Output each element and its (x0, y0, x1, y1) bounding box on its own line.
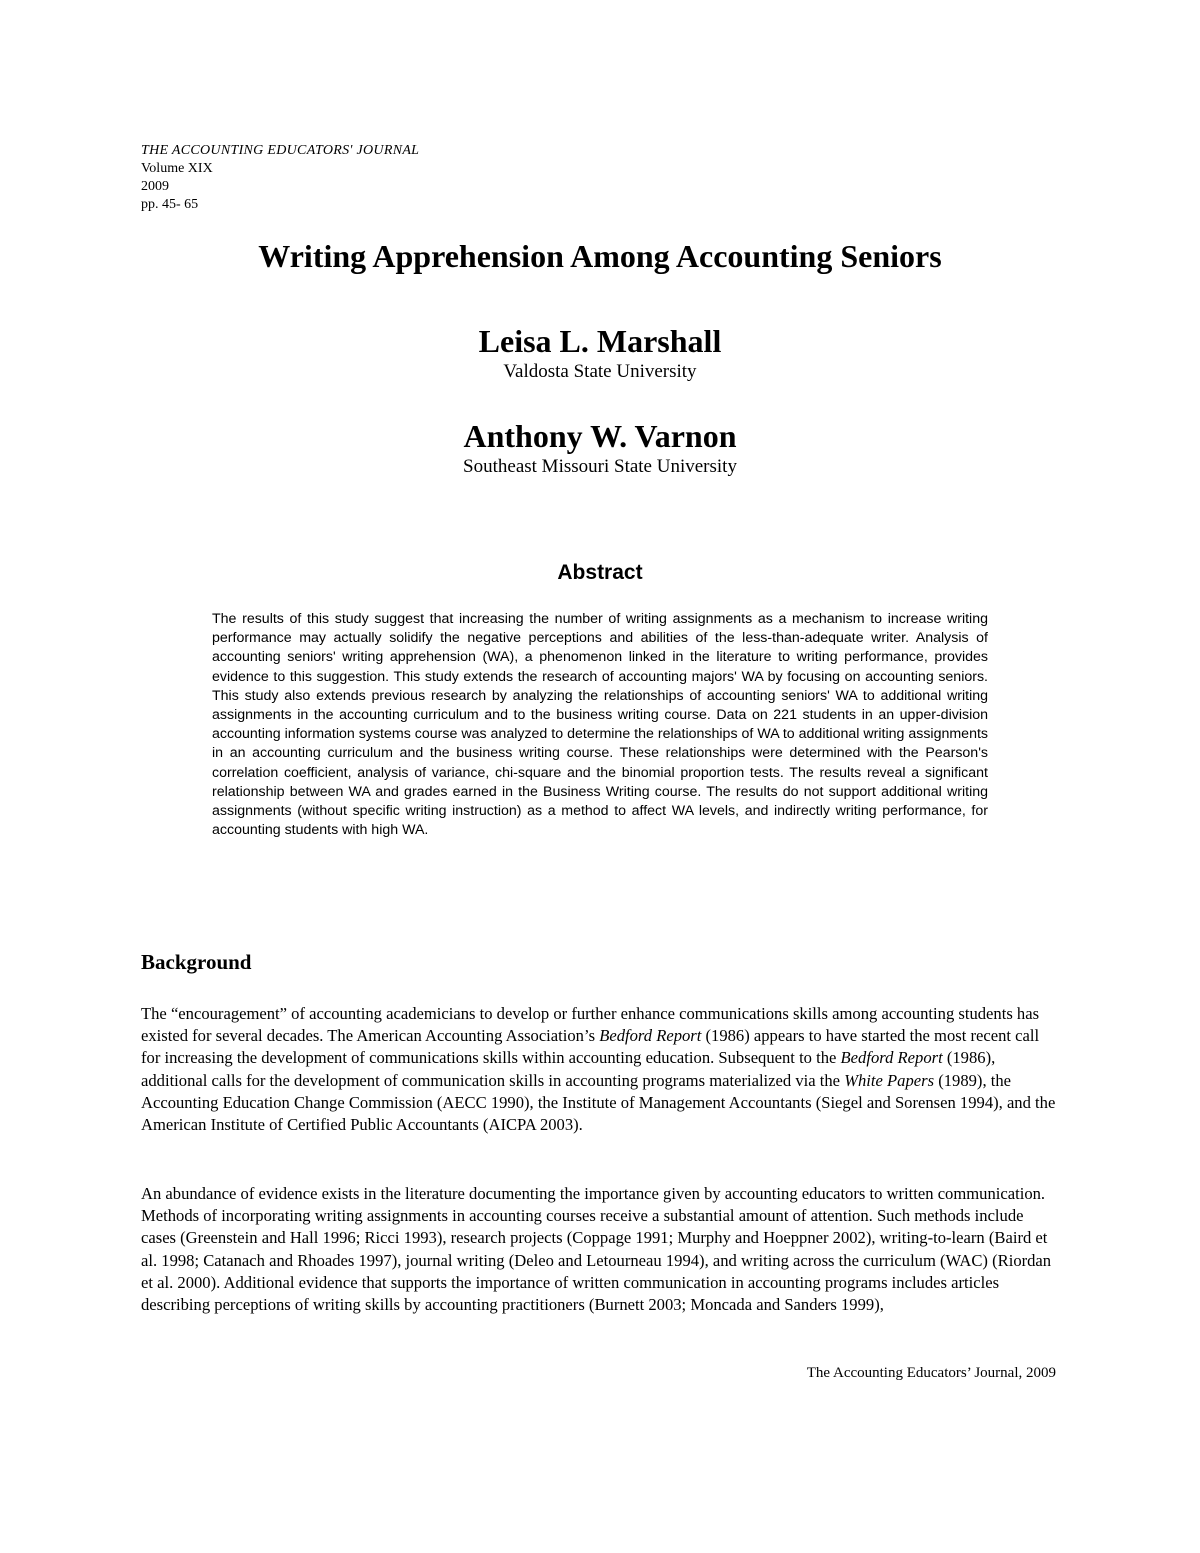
journal-volume: Volume XIX (141, 161, 213, 176)
abstract-text: The results of this study suggest that increasing the number of writing assignments as a mechanism to increase writing performance may actually solidify the negative perceptions and abilities of the less-than-adequate writer. Analysis of accounting seniors' writing apprehension (WA), a phenomenon linked in the literature to writing performance, provides evidence to this suggestion. This study extends the research of accounting majors' WA by focusing on accounting seniors. This study also extends previous research by analyzing the relationships of accounting seniors' WA to additional writing assignments in the accounting curriculum and to the business writing course. Data on 221 students in an upper-division accounting information systems course was analyzed to determine the relationships of WA to additional writing assignments in an accounting curriculum and the business writing course. These relationships were determined with the Pearson's correlation coefficient, analysis of variance, chi-square and the binomial proportion tests. The results reveal a significant relationship between WA and grades earned in the Business Writing course. The results do not support additional writing assignments (without specific writing instruction) as a method to affect WA levels, and indirectly writing performance, for accounting students with high WA. (212, 611, 988, 839)
journal-year: 2009 (141, 179, 169, 194)
journal-meta (141, 142, 419, 214)
journal-pages: pp. 45- 65 (141, 197, 199, 212)
author-block-1 (0, 322, 1200, 384)
background-paragraph-2: An abundance of evidence exists in the literature documenting the importance given by accounting educators to written communication. Methods of incorporating writing assignments in accounting courses receive a substantial amount of attention. Such methods include cases (Greenstein and Hall 1996; Ricci 1993), research projects (Coppage 1991; Murphy and Hoeppner 2002), writing-to-learn (Baird et al. 1998; Catanach and Rhoades 1997), journal writing (Deleo and Letourneau 1994), and writing across the curriculum (WAC) (Riordan et al. 2000). Additional evidence that supports the importance of written communication in accounting programs includes articles describing perceptions of writing skills by accounting practitioners (Burnett 2003; Moncada and Sanders 1999), (141, 1184, 1052, 1315)
page-footer: The Accounting Educators’ Journal, 2009 (806, 1365, 1056, 1381)
italic-title: White Papers (844, 1070, 935, 1090)
author-name: Leisa L. Marshall (478, 323, 722, 359)
author-affiliation: Valdosta State University (503, 361, 697, 382)
italic-title: Bedford Report (599, 1026, 702, 1046)
background-paragraph-1 (141, 1003, 1061, 1136)
text-run: (1986) appears to have started the most recent call for increasing the development of communications skills within accounting education. Subsequent to the (141, 1026, 1040, 1068)
paper-title: Writing Apprehension Among Accounting Seniors (258, 238, 942, 274)
journal-name: THE ACCOUNTING EDUCATORS' JOURNAL (141, 143, 420, 158)
abstract-heading: Abstract (557, 561, 643, 584)
italic-title: Bedford Report (840, 1048, 943, 1068)
author-block-2 (0, 417, 1200, 479)
text-run: (1989), the Accounting Education Change Commission (AECC 1990), the Institute of Management Accountants (Siegel and Sorensen 1994), and the American Institute of Certified Public Accountants (AICPA 2003). (141, 1070, 1056, 1135)
author-affiliation: Southeast Missouri State University (463, 456, 737, 477)
text-run: The “encouragement” of accounting academicians to develop or further enhance communications skills among accounting students has existed for several decades. The American Accounting Association’s (141, 1004, 1040, 1046)
text-run: (1986), additional calls for the development of communication skills in accounting programs materialized via the (141, 1048, 996, 1090)
author-name: Anthony W. Varnon (463, 418, 737, 454)
background-heading: Background (141, 950, 252, 974)
